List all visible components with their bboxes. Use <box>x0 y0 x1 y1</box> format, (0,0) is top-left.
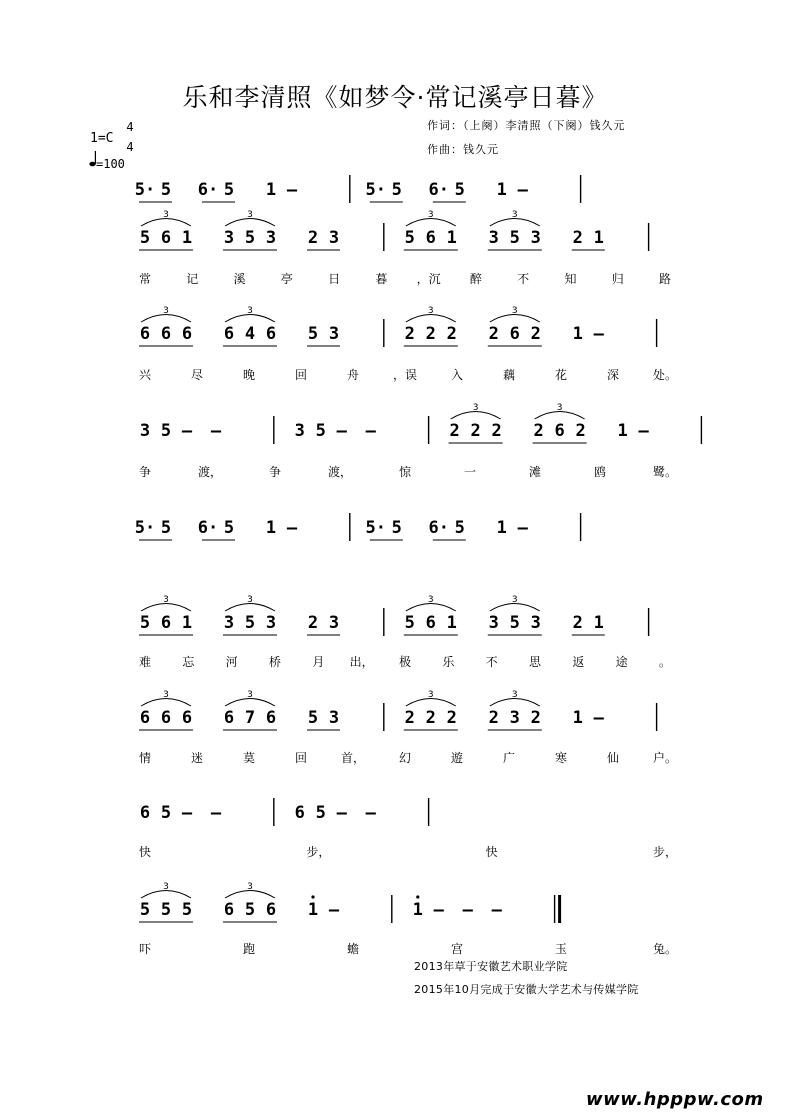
lyric-word: 知 <box>564 272 577 286</box>
note: 5 <box>160 803 172 823</box>
note: 3 <box>223 228 235 248</box>
triplet-mark: 3 <box>163 306 169 316</box>
note: 3 <box>328 708 340 728</box>
note: 6· <box>428 180 450 200</box>
lyric-word: 醉 <box>469 272 482 286</box>
lyric-word: 桥 <box>268 655 282 669</box>
dash: – <box>365 421 376 441</box>
lyric-word: 一 <box>463 465 477 479</box>
key-signature: 1=C <box>90 131 114 146</box>
note: 3 <box>139 421 151 441</box>
dash: – <box>593 324 604 344</box>
note: 1 <box>496 180 507 200</box>
dash: – <box>433 900 444 920</box>
lyric-word: 不 <box>485 655 498 669</box>
lyric-word: 途 <box>615 655 628 669</box>
note: 6 <box>265 708 277 728</box>
note: 6 <box>181 708 193 728</box>
note: 1 <box>412 900 423 920</box>
note: 6 <box>265 900 277 920</box>
note: 5 <box>509 228 520 248</box>
lyric-word: 月 <box>312 655 325 669</box>
note: 2 <box>449 421 460 441</box>
lyric-word: 常 <box>138 272 152 286</box>
lyric-word: 藕 <box>502 368 516 382</box>
note: 5· <box>365 180 387 200</box>
lyric-word: 鹭。 <box>652 465 678 479</box>
lyric-word: 吓 <box>138 942 152 956</box>
note: 2 <box>491 421 502 441</box>
note: 2 <box>488 324 499 344</box>
lyric-word: 步， <box>652 845 678 859</box>
note: 1 <box>446 228 457 248</box>
note: 2 <box>425 708 436 728</box>
note: 5 <box>139 613 151 633</box>
triplet-mark: 3 <box>427 306 434 316</box>
note: 1 <box>307 900 319 920</box>
note: 5 <box>160 900 172 920</box>
note: 5 <box>307 708 319 728</box>
dash: – <box>462 900 473 920</box>
lyric-word: 步， <box>306 845 331 859</box>
dash: – <box>517 180 528 200</box>
dash: – <box>593 708 604 728</box>
note: 5 <box>391 518 402 538</box>
note: 5 <box>160 180 172 200</box>
lyric-word: 入 <box>450 368 464 382</box>
lyric-word: 思 <box>528 655 542 669</box>
lyric-word: 迷 <box>190 751 204 765</box>
note: 6 <box>160 228 172 248</box>
note: 2 <box>404 708 415 728</box>
lyric-word: 争 <box>138 465 152 479</box>
lyric-word: 滩 <box>528 465 542 479</box>
dash: – <box>365 803 376 823</box>
lyric-word: 归 <box>611 272 624 286</box>
triplet-mark: 3 <box>247 595 253 605</box>
lyric-word: 快 <box>138 845 152 859</box>
footer-note-drafted: 2013年草于安徽艺术职业学院 <box>414 960 568 973</box>
lyric-word: 快 <box>485 845 498 859</box>
dash: – <box>210 421 222 441</box>
triplet-mark: 3 <box>556 403 563 413</box>
note: 3 <box>328 228 340 248</box>
note: 1 <box>617 421 628 441</box>
lyric-word: 路 <box>658 272 672 286</box>
note: 1 <box>572 324 583 344</box>
note: 5 <box>391 180 402 200</box>
note: 6 <box>425 228 436 248</box>
note: 3 <box>509 708 520 728</box>
triplet-mark: 3 <box>427 690 434 700</box>
note: 6 <box>223 708 235 728</box>
dash: – <box>286 518 298 538</box>
lyric-word: 渡， <box>327 465 353 479</box>
lyric-word: 不 <box>517 272 530 286</box>
lyric-word: 惊 <box>398 465 412 479</box>
note: 5 <box>244 228 256 248</box>
triplet-mark: 3 <box>163 690 169 700</box>
note: 5 <box>244 900 256 920</box>
note: 6 <box>425 613 436 633</box>
note: 7 <box>244 708 256 728</box>
lyric-word: 首， <box>340 751 366 765</box>
note: 1 <box>593 228 604 248</box>
note: 5 <box>244 613 256 633</box>
note: 2 <box>446 324 457 344</box>
dash: – <box>181 421 193 441</box>
lyric-word: 广 <box>502 751 516 765</box>
triplet-mark: 3 <box>163 210 169 220</box>
lyric-word: 忘 <box>182 655 195 669</box>
lyric-word: 极 <box>398 655 412 669</box>
note: 5 <box>223 180 235 200</box>
triplet-mark: 3 <box>247 882 253 892</box>
lyric-word: 亭 <box>280 272 293 286</box>
note: 2 <box>530 708 541 728</box>
high-octave-dot <box>311 895 314 898</box>
lyric-word: 处。 <box>652 368 678 382</box>
note: 2 <box>488 708 499 728</box>
note: 2 <box>470 421 481 441</box>
triplet-mark: 3 <box>511 306 518 316</box>
note: 2 <box>307 228 319 248</box>
lyric-word: ，误 <box>392 368 418 382</box>
note: 6 <box>265 324 277 344</box>
note: 2 <box>572 613 583 633</box>
lyric-word: 晚 <box>242 368 256 382</box>
triplet-mark: 3 <box>247 690 253 700</box>
lyric-word: ，沉 <box>416 272 441 286</box>
lyric-word: 深 <box>606 368 620 382</box>
note: 6 <box>139 803 151 823</box>
lyric-word: 舟 <box>346 368 360 382</box>
lyricist-credit: 作词：（上阕）李清照（下阕）钱久元 <box>427 119 626 132</box>
note: 6 <box>139 708 151 728</box>
dash: – <box>336 421 347 441</box>
note: 3 <box>530 228 541 248</box>
lyric-word: 暮 <box>375 272 388 286</box>
note: 6· <box>197 180 219 200</box>
note: 2 <box>404 324 415 344</box>
triplet-mark: 3 <box>427 595 434 605</box>
note: 4 <box>244 324 256 344</box>
note: 3 <box>328 613 340 633</box>
note: 5 <box>160 518 172 538</box>
dash: – <box>210 803 222 823</box>
note: 2 <box>533 421 544 441</box>
note: 6 <box>160 613 172 633</box>
lyric-word: 寒 <box>554 751 568 765</box>
dash: – <box>517 518 528 538</box>
note: 5 <box>307 324 319 344</box>
triplet-mark: 3 <box>511 595 518 605</box>
note: 3 <box>265 613 277 633</box>
lyric-word: 河 <box>225 655 238 669</box>
note: 5 <box>139 900 151 920</box>
note: 5 <box>404 613 415 633</box>
triplet-mark: 3 <box>163 595 169 605</box>
note: 5 <box>509 613 520 633</box>
lyric-word: 争 <box>268 465 282 479</box>
note: 6 <box>509 324 520 344</box>
lyric-word: 回 <box>294 751 308 765</box>
note: 1 <box>496 518 507 538</box>
lyric-word: 返 <box>572 655 585 669</box>
triplet-mark: 3 <box>247 210 253 220</box>
lyric-word: 。 <box>658 655 672 669</box>
triplet-mark: 3 <box>472 403 479 413</box>
note: 6 <box>554 421 565 441</box>
note: 5 <box>139 228 151 248</box>
note: 6 <box>223 900 235 920</box>
dash: – <box>638 421 649 441</box>
lyric-word: 莫 <box>242 751 256 765</box>
note: 5· <box>134 180 156 200</box>
note: 3 <box>328 324 340 344</box>
note: 5 <box>454 180 465 200</box>
note: 5 <box>181 900 193 920</box>
lyric-word: 溪 <box>233 272 246 286</box>
triplet-mark: 3 <box>511 690 518 700</box>
note: 6 <box>181 324 193 344</box>
composer-credit: 作曲：钱久元 <box>427 143 499 156</box>
dash: – <box>181 803 193 823</box>
note: 2 <box>575 421 586 441</box>
note: 5· <box>365 518 387 538</box>
lyric-word: 仙 <box>606 751 620 765</box>
note: 6 <box>160 324 172 344</box>
triplet-mark: 3 <box>427 210 434 220</box>
lyric-word: 回 <box>294 368 308 382</box>
lyric-word: 兔。 <box>652 942 678 956</box>
note: 3 <box>223 613 235 633</box>
note: 1 <box>446 613 457 633</box>
lyric-word: 难 <box>138 655 152 669</box>
triplet-mark: 3 <box>163 882 169 892</box>
note: 5 <box>404 228 415 248</box>
lyric-word: 尽 <box>190 368 204 382</box>
lyric-word: 渡， <box>197 465 223 479</box>
lyric-word: 幻 <box>398 751 412 765</box>
note: 5· <box>134 518 156 538</box>
dash: – <box>491 900 502 920</box>
tempo-marking: =100 <box>96 157 125 171</box>
lyric-word: 情 <box>138 751 152 765</box>
note: 1 <box>265 180 277 200</box>
note: 6· <box>197 518 219 538</box>
lyric-word: 蟾 <box>346 942 360 956</box>
note: 2 <box>446 708 457 728</box>
note: 6 <box>294 803 305 823</box>
note: 1 <box>265 518 277 538</box>
page-title: 乐和李清照《如梦令·常记溪亭日暮》 <box>182 83 608 112</box>
note: 3 <box>488 228 499 248</box>
note: 3 <box>265 228 277 248</box>
lyric-word: 鸥 <box>593 465 607 479</box>
time-signature-top: 4 <box>126 120 134 134</box>
note: 1 <box>593 613 604 633</box>
triplet-mark: 3 <box>247 306 253 316</box>
note: 1 <box>181 228 193 248</box>
note: 5 <box>160 421 172 441</box>
footer-note-completed: 2015年10月完成于安徽大学艺术与传媒学院 <box>414 983 639 996</box>
dash: – <box>336 803 347 823</box>
note: 3 <box>294 421 305 441</box>
lyric-word: 玉 <box>554 942 568 956</box>
note: 3 <box>488 613 499 633</box>
note: 2 <box>425 324 436 344</box>
note: 2 <box>572 228 583 248</box>
note: 1 <box>572 708 583 728</box>
lyric-word: 乐 <box>442 655 455 669</box>
triplet-mark: 3 <box>511 210 518 220</box>
note: 3 <box>530 613 541 633</box>
dash: – <box>328 900 340 920</box>
note: 1 <box>181 613 193 633</box>
lyric-word: 户。 <box>652 751 678 765</box>
note: 5 <box>315 803 326 823</box>
note: 5 <box>315 421 326 441</box>
high-octave-dot <box>416 895 419 898</box>
time-signature-bottom: 4 <box>126 140 134 154</box>
note: 6 <box>223 324 235 344</box>
lyric-word: 花 <box>554 368 568 382</box>
lyric-word: 兴 <box>138 368 152 382</box>
dash: – <box>286 180 298 200</box>
lyric-word: 遊 <box>450 751 464 765</box>
note: 5 <box>223 518 235 538</box>
lyric-word: 日 <box>328 272 341 286</box>
note: 6 <box>160 708 172 728</box>
note: 5 <box>454 518 465 538</box>
lyric-word: 跑 <box>242 942 256 956</box>
watermark: www.hpppw.com <box>586 1089 764 1110</box>
note: 6 <box>139 324 151 344</box>
note: 2 <box>530 324 541 344</box>
note: 6· <box>428 518 450 538</box>
lyric-word: 出， <box>349 655 374 669</box>
lyric-word: 宫 <box>450 942 464 956</box>
lyric-word: 记 <box>186 272 199 286</box>
note: 2 <box>307 613 319 633</box>
